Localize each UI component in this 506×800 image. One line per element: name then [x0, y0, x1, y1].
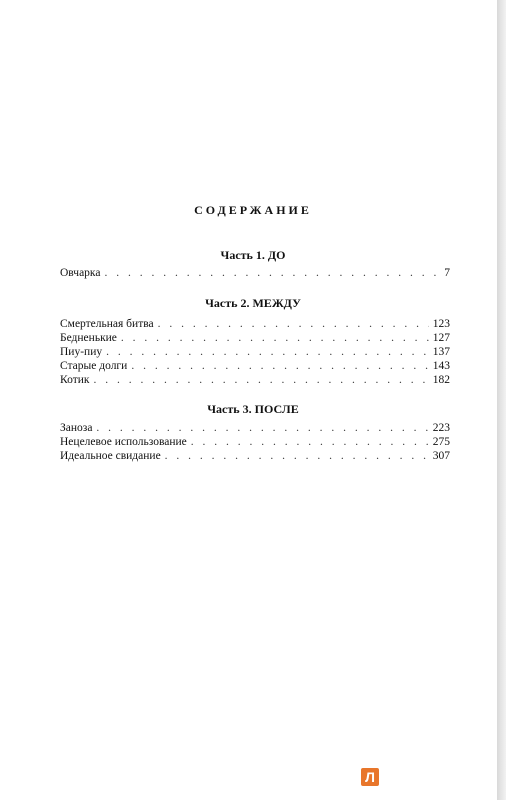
entry-title: Бедненькие: [60, 332, 117, 344]
dot-leader: [93, 373, 428, 388]
toc-title: СОДЕРЖАНИЕ: [194, 203, 312, 217]
entry-title: Идеальное свидание: [60, 450, 161, 462]
toc-entry: [60, 317, 450, 332]
entry-page: 123: [432, 318, 450, 330]
toc-entry: [60, 266, 450, 281]
publisher-logo-icon: Л: [361, 768, 379, 786]
toc-entry: [60, 421, 450, 436]
entry-title: Пиу-пиу: [60, 346, 103, 358]
toc-entry: [60, 345, 450, 360]
entry-page: 143: [432, 360, 450, 372]
page-edge-shadow: [497, 0, 506, 800]
toc-entry: [60, 449, 450, 464]
entry-page: 127: [432, 332, 450, 344]
dot-leader: [158, 317, 429, 332]
toc-entry: [60, 373, 450, 388]
entry-page: 307: [432, 450, 450, 462]
dot-leader: [191, 435, 429, 450]
entry-page: 182: [432, 374, 450, 386]
entry-page: 275: [432, 436, 450, 448]
entry-title: Смертельная битва: [60, 318, 154, 330]
entry-title: Нецелевое использование: [60, 436, 187, 448]
part-heading-2: Часть 2. МЕЖДУ: [205, 296, 301, 310]
entry-page: 223: [432, 422, 450, 434]
dot-leader: [131, 359, 428, 374]
entry-title: Котик: [60, 374, 90, 386]
dot-leader: [106, 345, 429, 360]
entry-title: Овчарка: [60, 267, 101, 279]
dot-leader: [121, 331, 429, 346]
entry-page: 137: [432, 346, 450, 358]
toc-entry: [60, 359, 450, 374]
dot-leader: [104, 266, 440, 281]
dot-leader: [165, 449, 429, 464]
toc-entry: [60, 331, 450, 346]
entry-title: Старые долги: [60, 360, 128, 372]
entry-page: 7: [444, 267, 450, 279]
entry-title: Заноза: [60, 422, 93, 434]
part-heading-1: Часть 1. ДО: [220, 248, 286, 262]
dot-leader: [96, 421, 428, 436]
toc-entry: [60, 435, 450, 450]
part-heading-3: Часть 3. ПОСЛЕ: [207, 402, 299, 416]
